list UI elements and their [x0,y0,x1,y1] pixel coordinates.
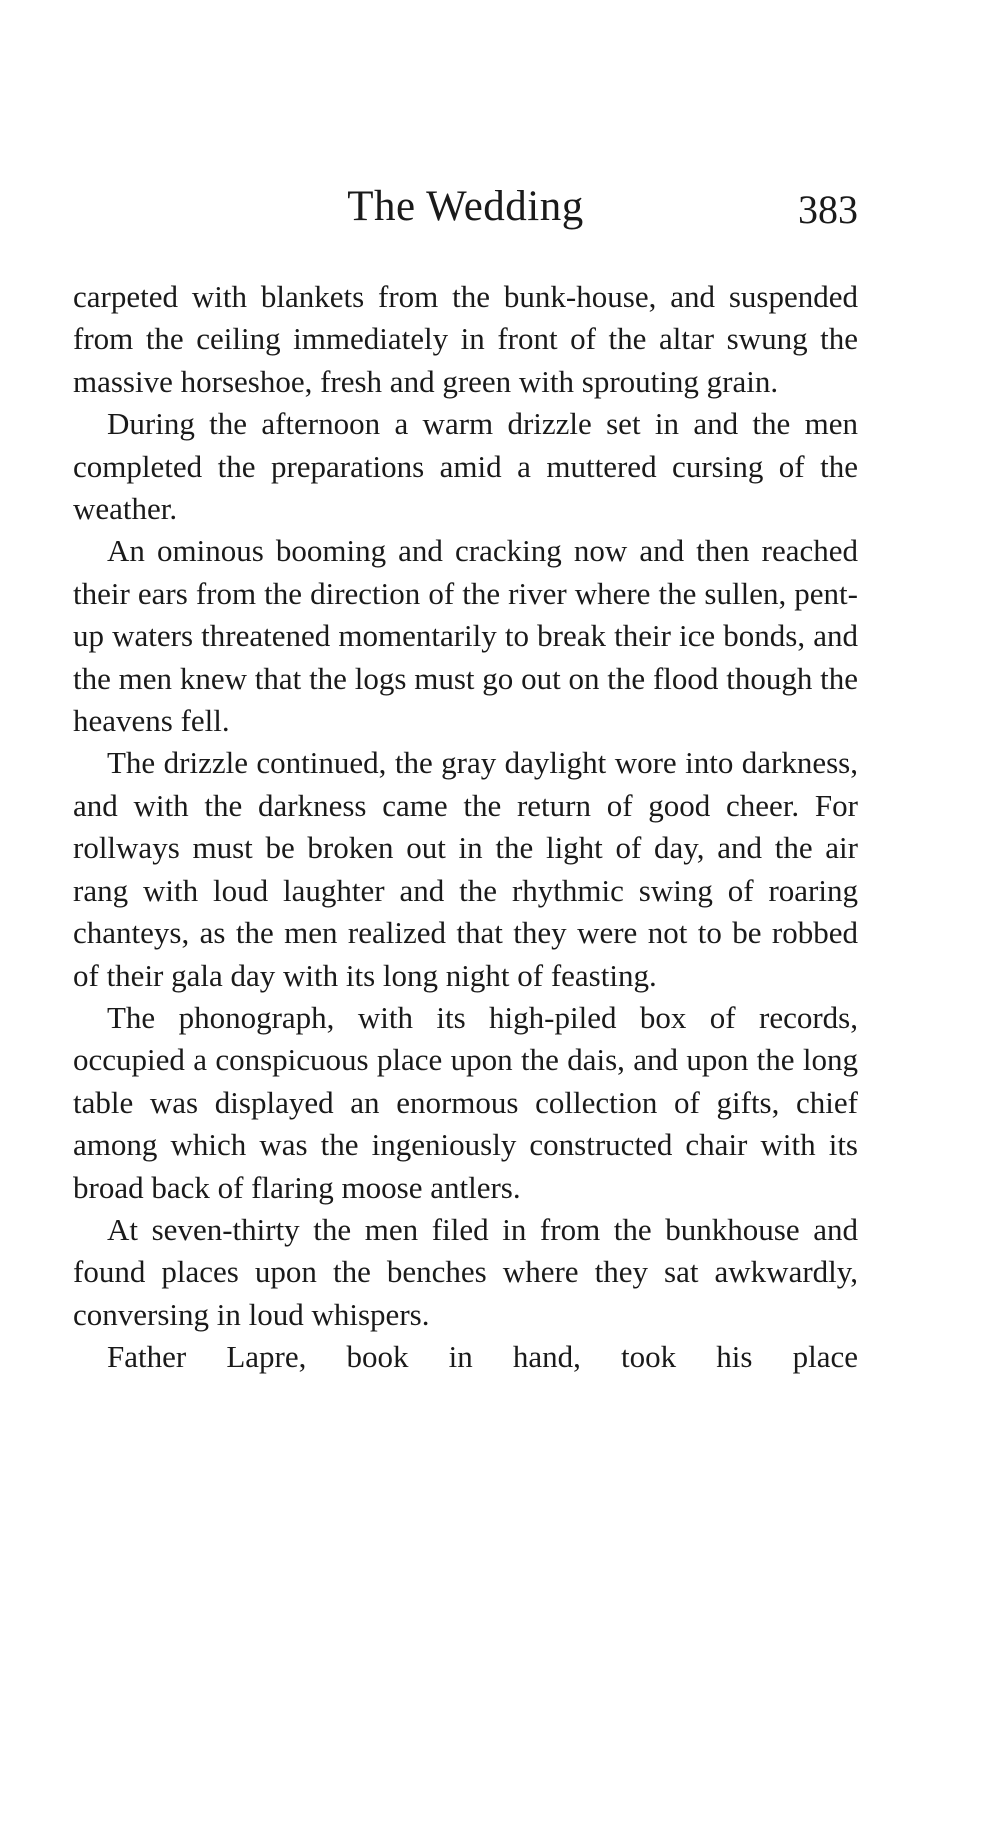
paragraph-continued: carpeted with blankets from the bunk-house, and suspended from the ceiling immediately in front of the altar swung the massive horseshoe, fresh and green with sprouting grain. [73,279,858,399]
paragraph: The drizzle continued, the gray daylight wore into darkness, and with the darkness came the return of good cheer. For rollways must be broken out in the light of day, and the air rang with loud laughter and the rhythmic swing of roaring chanteys, as the men realized that they were not to be robbed of their gala day with its long night of feasting. [73,745,858,993]
page-number: 383 [798,187,858,232]
paragraph: At seven-thirty the men filed in from the bunkhouse and found places upon the benches where they sat awkwardly, conversing in loud whispers. [73,1211,858,1332]
running-title: The Wedding [347,183,584,230]
paragraph: An ominous booming and cracking now and then reached their ears from the direction of the river where the sullen, pent-up waters threatened momentarily to break their ice bonds, and the men knew that the logs must go out on the flood though the heavens fell. [73,533,858,739]
paragraph-continues: Father Lapre, book in hand, took his place [107,1339,858,1375]
body-text [73,276,858,1379]
paragraph: The phonograph, with its high-piled box of records, occupied a conspicuous place upon the dais, and upon the long table was displayed an enormous collection of gifts, chief among which was the ingeniously constructed chair with its broad back of flaring moose antlers. [73,999,858,1205]
paragraph: During the afternoon a warm drizzle set in and the men completed the preparations amid a muttered cursing of the weather. [73,406,858,527]
running-head [73,182,858,242]
